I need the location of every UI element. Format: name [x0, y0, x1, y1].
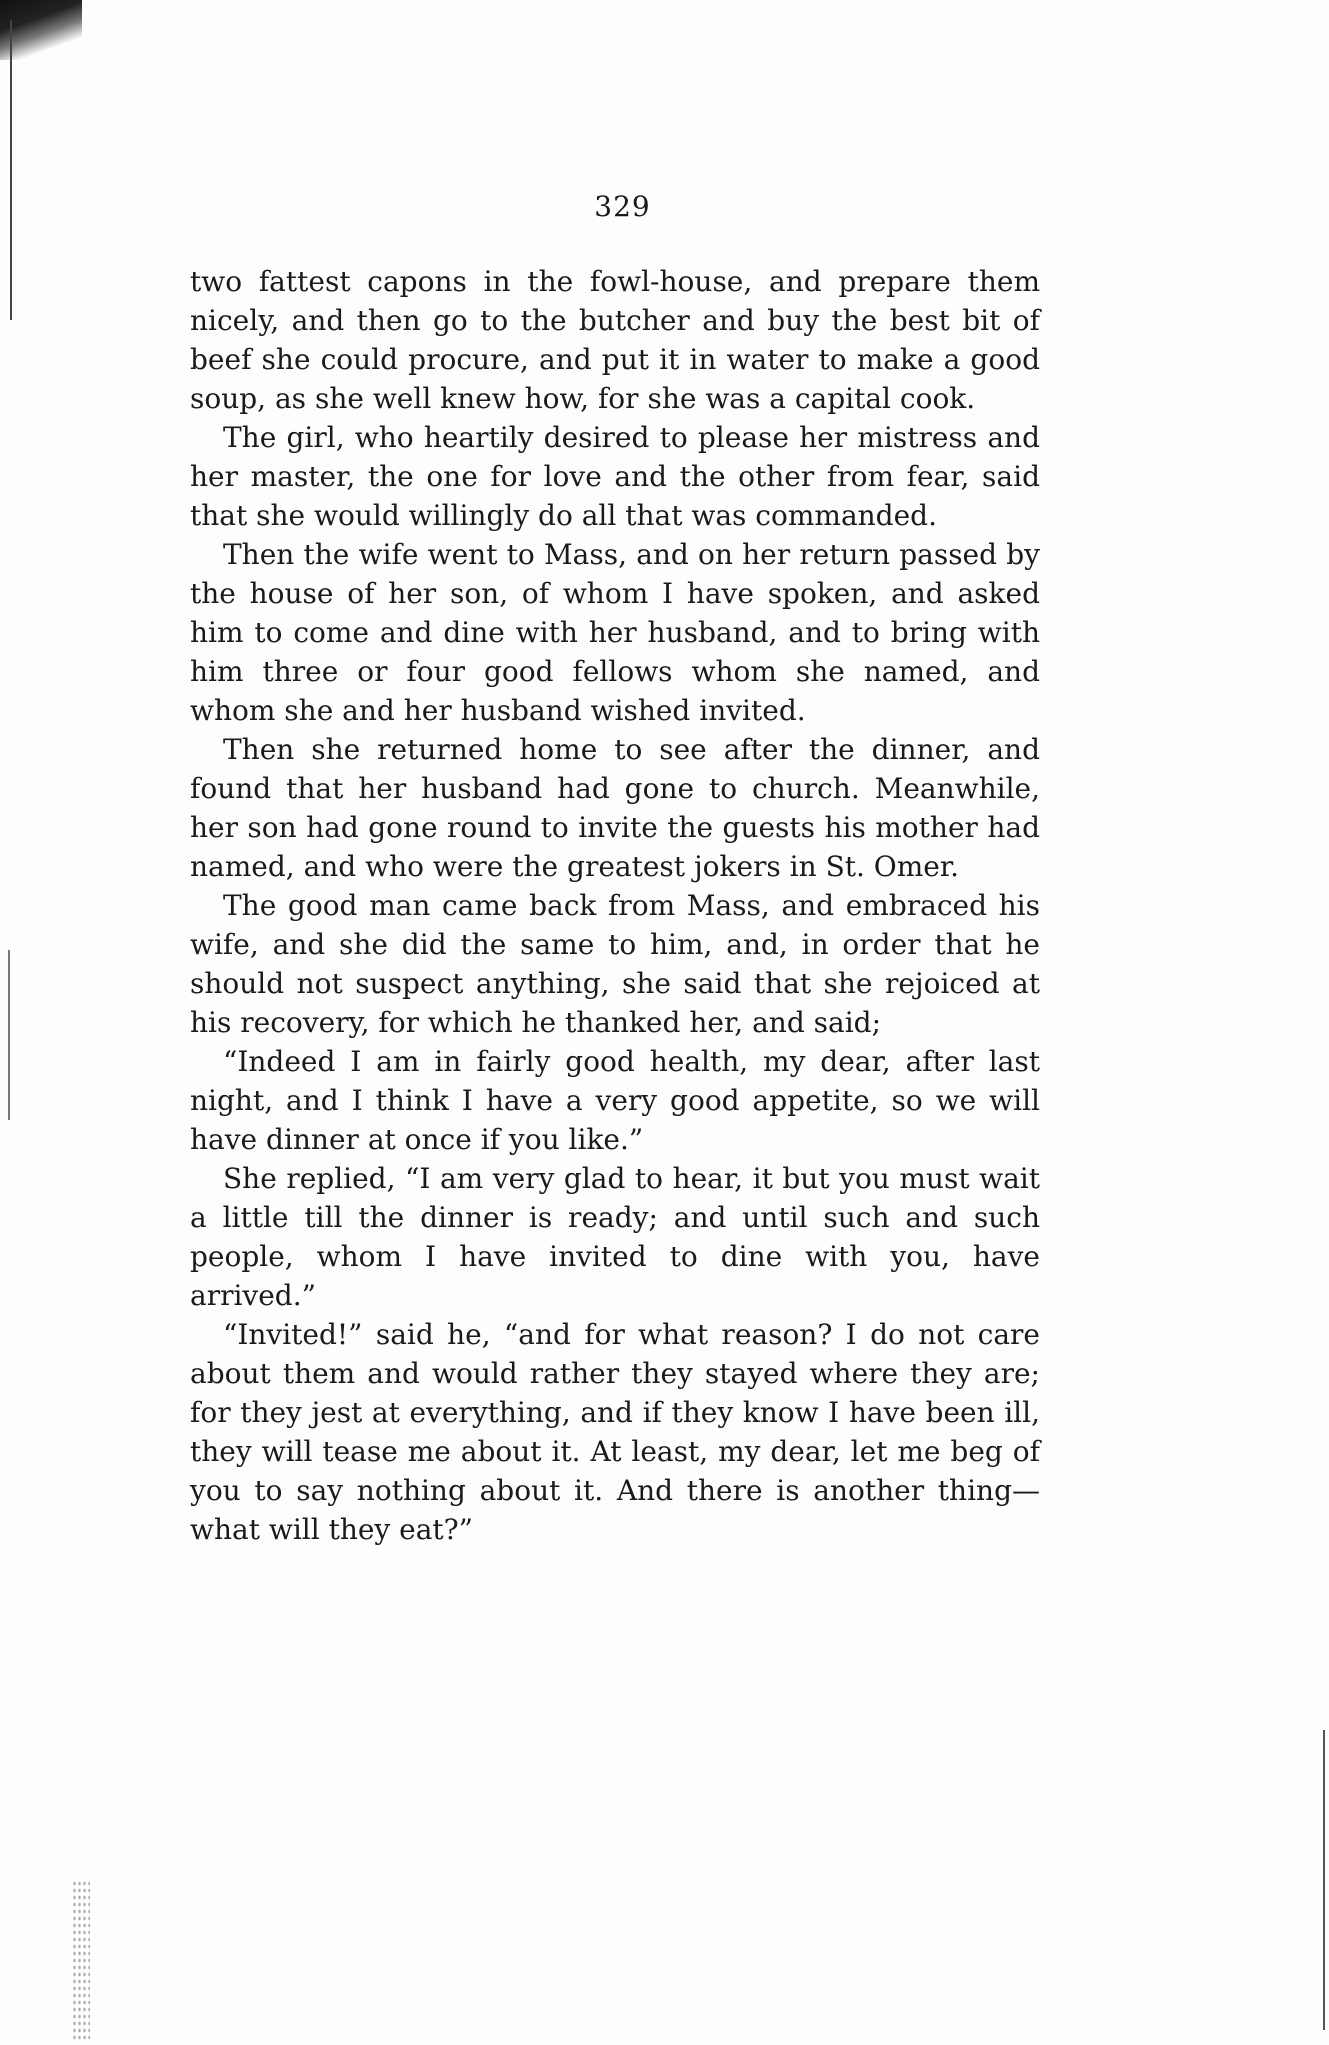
paragraph: two fattest capons in the fowl-house, and prepare them nicely, and then go to the butcher and buy the best bit of beef she could procure, and put it in water to make a good soup, as she well knew how, for she was a capital cook. [190, 265, 1040, 415]
scan-edge-line [8, 950, 10, 1120]
scan-edge-line [1323, 1730, 1325, 2030]
paragraph: The good man came back from Mass, and embraced his wife, and she did the same to him, and, in order that he should not suspect anything, she said that she rejoiced at his recovery, for which he thanked her, and said; [190, 889, 1040, 1039]
page-number: 329 [594, 190, 651, 223]
paragraph: The girl, who heartily desired to please her mistress and her master, the one for love and the other from fear, said that she would willingly do all that was commanded. [190, 421, 1040, 532]
scan-corner-shadow [0, 0, 82, 60]
body-text [190, 262, 1040, 1549]
scan-edge-line [10, 20, 12, 320]
paragraph: “Indeed I am in fairly good health, my dear, after last night, and I think I have a very good appetite, so we will have dinner at once if you like.” [190, 1045, 1040, 1156]
paragraph: Then she returned home to see after the dinner, and found that her husband had gone to church. Meanwhile, her son had gone round to invite the guests his mother had named, and who were the greatest jokers in St. Omer. [190, 733, 1040, 883]
scan-speckle [72, 1880, 90, 2040]
paragraph: Then the wife went to Mass, and on her return passed by the house of her son, of whom I have spoken, and asked him to come and dine with her husband, and to bring with him three or four good fellows whom she named, and whom she and her husband wished invited. [190, 538, 1040, 727]
paragraph: “Invited!” said he, “and for what reason? I do not care about them and would rather they stayed where they are; for they jest at everything, and if they know I have been ill, they will tease me about it. At least, my dear, let me beg of you to say nothing about it. And there is another thing—what will they eat?” [190, 1318, 1040, 1546]
paragraph: She replied, “I am very glad to hear, it but you must wait a little till the dinner is ready; and until such and such people, whom I have invited to dine with you, have arrived.” [190, 1162, 1040, 1312]
